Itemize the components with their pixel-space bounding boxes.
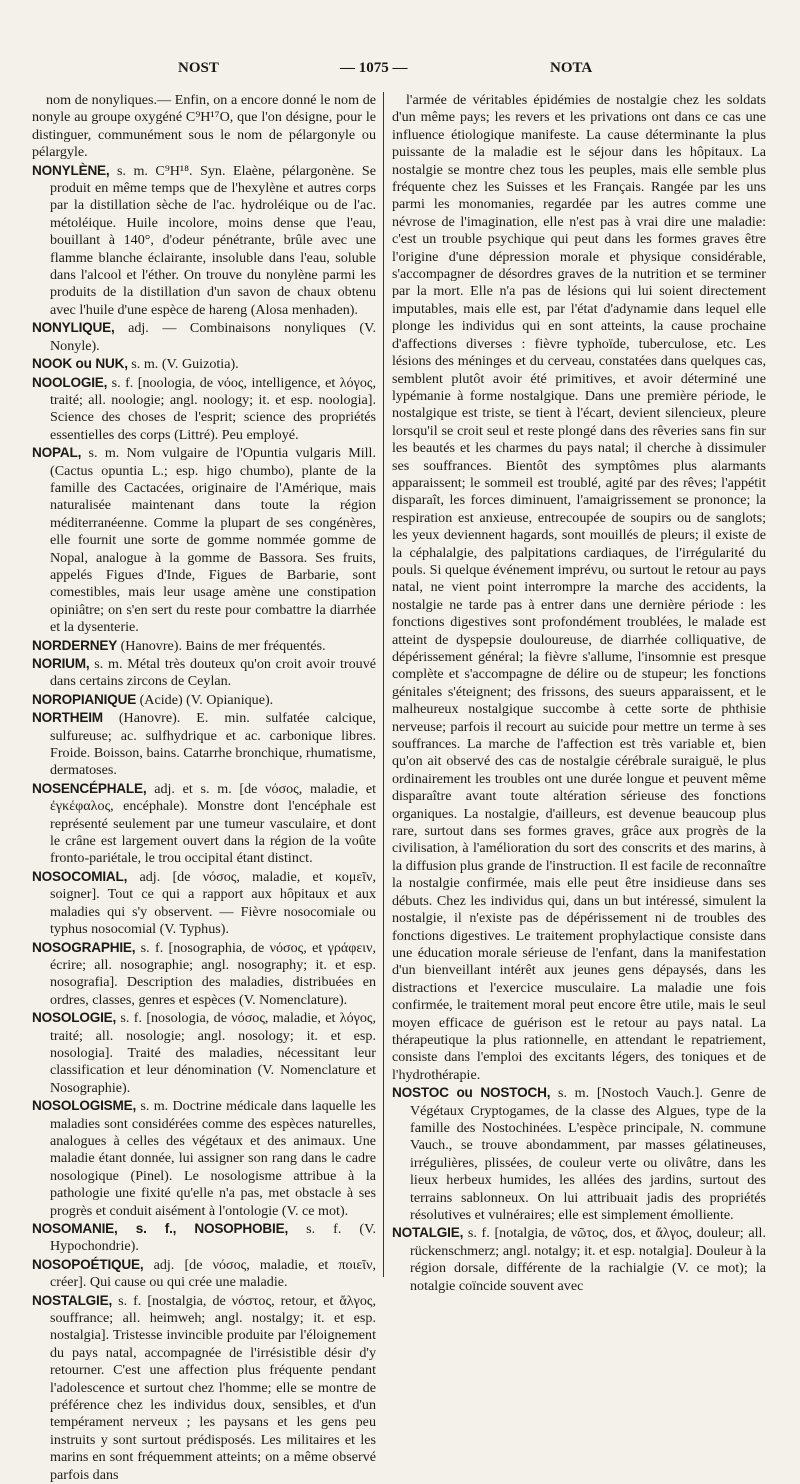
entry-headword: NOSOLOGIE, bbox=[32, 1010, 117, 1026]
entry-headword: NOOLOGIE, bbox=[32, 374, 108, 390]
entry-text: adj. [de νόσος, maladie, et ποιεῖν, créer]. Qui cause ou qui crée une maladie. bbox=[50, 1256, 376, 1291]
entry-headword: NONYLIQUE, bbox=[32, 320, 115, 336]
dictionary-entry bbox=[32, 691, 376, 709]
entry-text: nom de nonyliques.— Enfin, on a encore donné le nom de nonyle au groupe oxygéné C⁹H¹⁷O, que l'on désigne, pour le distinguer, communément sous le nom de pélargonyle ou pélargyle. bbox=[32, 92, 376, 161]
entry-text: adj. [de νόσος, maladie, et κομεῖν, soigner]. Tout ce qui a rapport aux hôpitaux et aux maladies qui s'y observent. — Fièvre nosocomiale ou typhus nosocomial (V. Typhus). bbox=[50, 868, 376, 938]
entry-headword: NORIUM, bbox=[32, 656, 90, 671]
page-number: — 1075 — bbox=[340, 60, 408, 76]
dictionary-entry bbox=[32, 939, 376, 1010]
entry-headword: NOPAL, bbox=[32, 445, 82, 461]
dictionary-entry bbox=[32, 655, 376, 691]
entry-text: s. f. [nosographia, de νόσος, et γράφειν, écrire; all. nosographie; angl. nosography; it. et esp. nosografia]. Description des maladies, distribuées en ordres, classes, genres et espèces (V. Nomenclature). bbox=[50, 939, 376, 1008]
dictionary-entry bbox=[32, 355, 376, 373]
entry-headword: NOSENCÉPHALE, bbox=[32, 780, 147, 796]
entry-headword: NOSTOC ou NOSTOCH, bbox=[392, 1085, 551, 1101]
running-head-left: NOST bbox=[178, 60, 219, 76]
entry-text: adj. et s. m. [de νόσος, maladie, et ἐγκέφαλος, encéphale). Monstre dont l'encéphale est représenté seulement par une tumeur vasculaire, et dont le crâne est largement ouvert dans la région de la voûte fronto-pariétale, le trou occipital étant distinct. bbox=[50, 780, 376, 867]
entry-text: adj. — Combinaisons nonyliques (V. Nonyle). bbox=[50, 320, 376, 354]
dictionary-entry bbox=[32, 162, 376, 320]
dictionary-entry bbox=[392, 1224, 766, 1295]
dictionary-entry bbox=[32, 868, 376, 939]
entry-text: s. m. [Nostoch Vauch.]. Genre de Végétaux Cryptogames, de la classe des Algues, type de la famille des Nostochinées. L'espèce principale, N. commune Vauch., se trouve abondamment, par masses gélatineuses, irrégulières, plissées, de couleur verte ou olivâtre, dans les lieux herbeux humides, les allées des jardins, surtout des terrains sablonneux. On lui attribuait jadis des propriétés résolutives et vulnéraires; elle est simplement émolliente. bbox=[410, 1085, 766, 1223]
entry-text: (Acide) (V. Opianique). bbox=[136, 691, 274, 708]
column-divider bbox=[383, 92, 384, 1277]
dictionary-entry bbox=[32, 637, 376, 655]
entry-text: s. m. (V. Guizotia). bbox=[127, 356, 239, 373]
dictionary-entry bbox=[32, 374, 376, 445]
entry-text: l'armée de véritables épidémies de nostalgie chez les soldats d'un même pays; les revers et les privations ont dans ce cas une influence étiologique manifeste. La cause déterminante la plus puissante de la maladie est le séjour dans les hôpitaux. La nostalgie se montre chez tous les peuples, mais elle semble plus fréquente chez les Suisses et les Français. Rangée par les uns parmi les monomanies, regardée par les autres comme une névrose de l'imagination, elle n'est pas à vrai dire une maladie: c'est un trouble psychique qui peut dans les formes graves être l'origine d'une dépression morale et physique considérable, s'accompagner de désordres graves de la nutrition et se terminer par la mort. Elle n'a pas de lésions qui lui soient directement imputables, mais elle est, par l'état d'adynamie dans lequel elle plonge les individus qui en sont atteints, la cause prochaine d'affections diverses : fièvre typhoïde, tuberculose, etc. Les lésions des méninges et du cerveau, constatées dans quelques cas, semblent plutôt avoir été primitives, et avoir déterminé une lypémanie à forme nostalgique. Dans une première période, le nostalgique est triste, se tient à l'écart, devient silencieux, pleure lorsqu'il se croit seul et reste plongé dans des rêveries sans fin sur les beautés et les charmes du pays natal; il cherche à dissimuler ses souffrances. Bientôt des symptômes plus alarmants apparaissent; le sommeil est troublé, agité par des rêves; l'appétit disparaît, les forces diminuent, l'amaigrissement se prononce; la respiration est anxieuse, entrecoupée de soupirs ou de sanglots; les yeux deviennent hagards, sont mouillés de pleurs; il existe de la céphalalgie, des palpitations cardiaques, de l'irrégularité du pouls. Si quelque événement imprévu, ou surtout le retour au pays natal, ne vient point interrompre la marche des accidents, la nostalgie ne tarde pas à entrer dans une dernière période : les fonctions digestives sont profondément troublées, le malade est atteint de dyspepsie douloureuse, de diarrhée colliquative, de dépérissement général; la fièvre s'allume, l'insomnie est presque complète et s'accompagne de délire ou de stupeur; les fonctions génitales s'éteignent; des frissons, des sueurs apparaissent, et le malheureux nostalgique succombe à cette sorte de phthisie nerveuse; parfois il recourt au suicide pour mettre un terme à ses souffrances. La marche de l'affection est très variable et, bien qu'on ait observé des cas de nostalgie cérébrale suraiguë, le plus ordinairement les troubles ont une durée longue et peuvent même disparaître avant toute altération sérieuse des fonctions organiques. La nostalgie, d'ailleurs, est devenue beaucoup plus rare, surtout dans ses formes graves, grâce aux progrès de la civilisation, à l'amélioration du sort des conscrits et des marins, à la diffusion plus grande de l'instruction. Il est facile de reconnaître la nostalgie confirmée, mais elle peut être insidieuse dans ses débuts. Chez les individus qui, dans un but intéressé, simulent la nostalgie, il n'existe pas de dépérissement ni de troubles des fonctions digestives. Le traitement prophylactique consiste dans une éducation morale sérieuse de l'enfant, dans la manifestation d'un bienveillant intérêt aux jeunes gens dépaysés, dans les distractions et l'exercice musculaire. La maladie une fois confirmée, le traitement moral peut encore être utile, mais le seul moyen efficace de guérison est le retour au pays natal. La thérapeutique la plus rationnelle, en attendant le repatriement, consiste dans l'emploi des excitants légers, des toniques et de l'hydrothérapie. bbox=[392, 92, 766, 1083]
dictionary-entry bbox=[32, 444, 376, 636]
entry-text: s. f. [nosologia, de νόσος, maladie, et λόγος, traité; all. nosologie; angl. nosology; it. et esp. nosologia]. Traité des maladies, nécessitant leur classification et leur dénomination (V. Nomenclature et Nosographie). bbox=[50, 1010, 376, 1096]
page-header bbox=[30, 60, 770, 88]
dictionary-entry bbox=[32, 780, 376, 868]
dictionary-entry bbox=[32, 1097, 376, 1220]
right-column bbox=[392, 92, 766, 1294]
dictionary-entry bbox=[32, 1292, 376, 1484]
entry-headword: NOSOGRAPHIE, bbox=[32, 939, 136, 955]
entry-headword: NOSOPOÉTIQUE, bbox=[32, 1256, 144, 1272]
entry-headword: NORTHEIM bbox=[32, 710, 103, 726]
dictionary-entry bbox=[32, 1256, 376, 1292]
entry-text: s. m. Métal très douteux qu'on croit avoir trouvé dans certains zircons de Ceylan. bbox=[50, 656, 376, 690]
entry-text: (Hanovre). Bains de mer fréquentés. bbox=[117, 637, 326, 654]
entry-headword: NOTALGIE, bbox=[392, 1225, 464, 1241]
dictionary-entry bbox=[32, 1009, 376, 1097]
entry-headword: NOSOLOGISME, bbox=[32, 1098, 137, 1114]
entry-headword: NONYLÈNE, bbox=[32, 162, 110, 178]
entry-headword: NOOK ou NUK, bbox=[32, 356, 128, 372]
entry-headword: NOSOMANIE, s. f., NOSOPHOBIE, bbox=[32, 1221, 289, 1236]
entry-text: s. m. C⁹H¹⁸. Syn. Elaène, pélargonène. Se produit en même temps que de l'hexylène et autres corps par la distillation sèche de l'ac. hydroléique ou de l'ac. métoléique. Huile incolore, moins dense que l'eau, bouillant à 140°, d'odeur pénétrante, brûle avec une flamme blanche éclairante, insoluble dans l'eau, soluble dans l'alcool et l'éther. On trouve du nonylène parmi les produits de la distillation d'un savon de chaux obtenu avec l'huile d'une espèce de hareng (Alosa menhaden). bbox=[50, 162, 376, 318]
entry-headword: NORDERNEY bbox=[32, 637, 118, 653]
entry-text: s. f. [nostalgia, de νόστος, retour, et ἄλγος, souffrance; all. heimweh; angl. nostalgy; it. et esp. nostalgia]. Tristesse invincible produite par l'éloignement du pays natal, accompagnée de l'irrésistible désir d'y retourner. C'est une affection plus fréquente pendant l'adolescence et surtout chez l'homme; elle se montre de préférence chez les individus doux, sensibles, et d'un tempérament nerveux ; les paysans et les gens peu instruits y sont surtout prédisposés. Les militaires et les marins en sont fréquemment atteints; on a même observé parfois dans bbox=[50, 1292, 376, 1483]
running-head-right: NOTA bbox=[550, 60, 593, 76]
entry-headword: NOSOCOMIAL, bbox=[32, 868, 128, 884]
entry-text: s. f. [notalgia, de νῶτος, dos, et ἄλγος, douleur; all. rückenschmerz; angl. notalgy; it. et esp. notalgia]. Douleur à la région dorsale, différente de la rachialgie (V. ce mot); la notalgie coïncide souvent avec bbox=[410, 1225, 766, 1294]
continued-text bbox=[392, 92, 766, 1084]
entry-text: s. f. (V. Hypochondrie). bbox=[50, 1221, 377, 1255]
entry-text: s. f. [noologia, de νόος, intelligence, et λόγος, traité; all. noologie; angl. noology; it. et esp. noologia]. Science des choses de l'esprit; science des propriétés essentielles des corps (Littré). Peu employé. bbox=[50, 374, 376, 443]
entry-headword: NOROPIANIQUE bbox=[32, 691, 137, 707]
dictionary-entry bbox=[32, 709, 376, 780]
left-column bbox=[32, 92, 377, 1483]
entry-text: s. m. Doctrine médicale dans laquelle les maladies sont considérées comme des espèces naturelles, analogues à celles des végétaux et des animaux. Une maladie étant donnée, lui assigner son rang dans le cadre nosologique (Pinel). Le nosologisme attribue à la pathologie une fixité qu'elle n'a pas, met obstacle à ses progrès et conduit aisément à l'ontologie (V. ce mot). bbox=[50, 1098, 376, 1219]
entry-headword: NOSTALGIE, bbox=[32, 1292, 113, 1308]
dictionary-entry bbox=[32, 319, 376, 355]
continued-text bbox=[32, 92, 376, 162]
dictionary-entry bbox=[32, 1220, 376, 1256]
dictionary-entry bbox=[392, 1084, 766, 1224]
entry-text: s. m. Nom vulgaire de l'Opuntia vulgaris Mill. (Cactus opuntia L.; esp. higo chumbo), plante de la famille des Cactacées, originaire de l'Amérique, mais naturalisée maintenant dans toute la région méditerranéenne. Comme la plupart de ses congénères, elle fournit une sorte de gomme nommée gomme de Nopal, analogue à la gomme de Bassora. Ses fruits, appelés Figues d'Inde, Figues de Barbarie, sont comestibles, mais leur usage amène une constipation opiniâtre; on s'en sert du reste pour combattre la diarrhée et la dysenterie. bbox=[50, 445, 376, 636]
entry-text: (Hanovre). E. min. sulfatée calcique, sulfureuse; ac. sulfhydrique et ac. carbonique libres. Froide. Boisson, bains. Catarrhe bronchique, rhumatisme, dermatoses. bbox=[50, 710, 376, 779]
